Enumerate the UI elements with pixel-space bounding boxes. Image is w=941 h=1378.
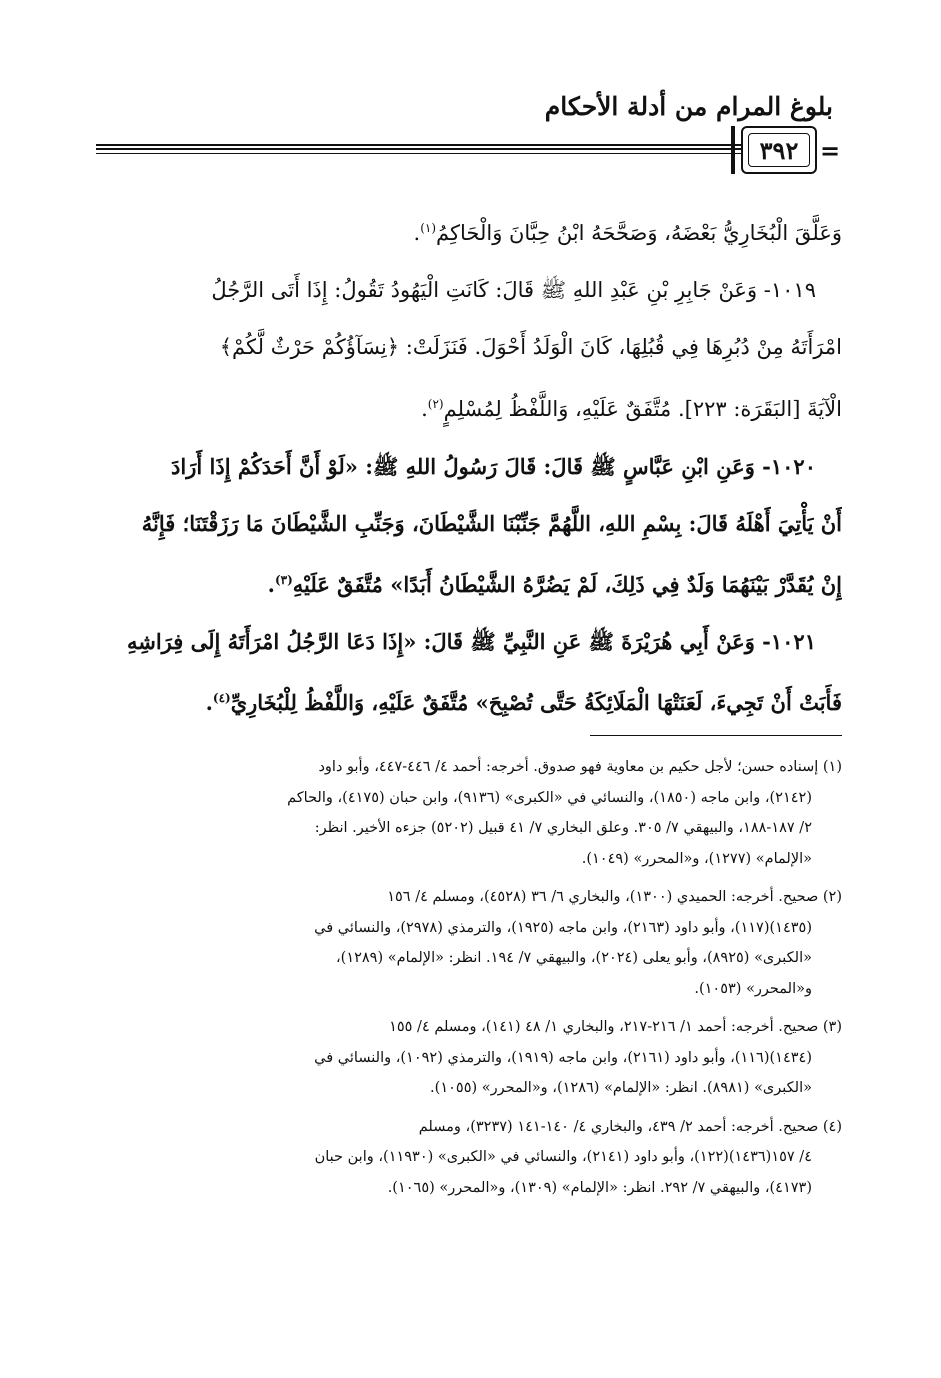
footnote-line: (٢) صحيح. أخرجه: الحميدي (١٣٠٠)، والبخاري ٦/ ٣٦ (٤٥٢٨)، ومسلم ٤/ ١٥٦	[387, 889, 842, 905]
text-line: فَأَبَتْ أَنْ تَجِيءَ، لَعَنَتْهَا الْمَلَائِكَةُ حَتَّى تُصْبِحَ» مُتَّفَقٌ عَلَيْهِ، وَاللَّفْظُ لِلْبُخَارِيِّ$^{(٤)}$.	[205, 690, 842, 715]
footnote-line: «الكبرى» (٨٩٨١). انظر: «الإلمام» (١٢٨٦)، و«المحرر» (١٠٥٥).	[430, 1080, 812, 1096]
footnote-4	[102, 1112, 842, 1204]
header-rule-end	[731, 126, 735, 174]
footnote-line: ٢/ ١٨٧-١٨٨، والبيهقي ٧/ ٣٠٥. وعلق البخاري ٧/ ٤١ قبيل (٥٢٠٢) جزءه الأخير. انظر:	[314, 820, 812, 836]
text-line: الْآيَةَ [البَقَرَة: ٢٢٣]. مُتَّفَقٌ عَلَيْهِ، وَاللَّفْظُ لِمُسْلِمٍ$^{(٢)}$.	[421, 397, 842, 421]
footnote-line: (٣) صحيح. أخرجه: أحمد ١/ ٢١٦-٢١٧، والبخاري ١/ ٤٨ (١٤١)، ومسلم ٤/ ١٥٥	[389, 1019, 842, 1035]
hadith-1021-line: ١٠٢١- وَعَنْ أَبِي هُرَيْرَةَ ﷺ عَنِ النَّبِيِّ ﷺ قَالَ: «إِذَا دَعَا الرَّجُلُ امْرَأَتَهُ إِلَى فِرَاشِهِ	[126, 629, 816, 654]
footnotes	[102, 752, 842, 1211]
footnote-line: (١٤٣٤)(١١٦)، وأبو داود (٢١٦١)، وابن ماجه (١٩١٩)، والترمذي (١٠٩٢)، والنسائي في	[314, 1049, 812, 1066]
page-number-box	[741, 126, 817, 174]
footnote-1	[102, 752, 842, 874]
text-line: وَعَلَّقَ الْبُخَارِيُّ بَعْضَهُ، وَصَحَّحَهُ ابْنُ حِبَّانَ وَالْحَاكِمُ$^{(١)}$.	[413, 221, 842, 245]
hadith-1020-line: ١٠٢٠- وَعَنِ ابْنِ عَبَّاسٍ ﷺ قَالَ: قَالَ رَسُولُ اللهِ ﷺ: «لَوْ أَنَّ أَحَدَكُمْ إِذَا أَرَادَ	[171, 454, 816, 479]
text-line: أَنْ يَأْتِيَ أَهْلَهُ قَالَ: بِسْمِ اللهِ، اللَّهُمَّ جَنِّبْنَا الشَّيْطَانَ، وَجَنِّبِ الشَّيْطَانَ مَا رَزَقْتَنَا؛ فَإِنَّهُ	[141, 511, 842, 536]
footnote-line: (٢١٤٢)، وابن ماجه (١٨٥٠)، والنسائي في «الكبرى» (٩١٣٦)، وابن حبان (٤١٧٥)، والحاكم	[287, 789, 812, 806]
footnote-ref[interactable]: (٤)	[212, 691, 231, 705]
footnote-separator	[590, 735, 842, 736]
footnote-line: (١٤٣٥)(١١٧)، وأبو داود (٢١٦٣)، وابن ماجه (١٩٢٥)، والترمذي (٢٩٧٨)، والنسائي في	[314, 919, 812, 936]
hadith-1019-line: ١٠١٩- وَعَنْ جَابِرِ بْنِ عَبْدِ اللهِ ﷺ قَالَ: كَانَتِ الْيَهُودُ تَقُولُ: إِذَا أَتَى الرَّجُلُ	[211, 278, 816, 302]
footnote-2	[102, 882, 842, 1004]
footnote-3	[102, 1012, 842, 1104]
footnote-ref[interactable]: (٣)	[274, 573, 293, 587]
footnote-line: ٤/ ١٥٧(١٤٣٦)(١٢٢)، وأبو داود (٢١٤١)، والنسائي في «الكبرى» (١١٩٣٠)، وابن حبان	[314, 1149, 812, 1165]
header-rule	[96, 144, 741, 154]
text-line: امْرَأَتَهُ مِنْ دُبُرِهَا فِي قُبُلِهَا، كَانَ الْوَلَدُ أَحْوَلَ. فَنَزَلَتْ: ﴿نِسَآؤُكُمْ حَرْثٌ لَّكُمْ﴾	[219, 335, 842, 359]
footnote-line: (٤١٧٣)، والبيهقي ٧/ ٢٩٢. انظر: «الإلمام» (١٣٠٩)، و«المحرر» (١٠٦٥).	[387, 1179, 812, 1196]
header-end-mark: =	[820, 136, 841, 165]
footnote-line: «الإلمام» (١٢٧٧)، و«المحرر» (١٠٤٩).	[581, 850, 812, 867]
main-text	[102, 200, 842, 731]
footnote-line: (٤) صحيح. أخرجه: أحمد ٢/ ٤٣٩، والبخاري ٤/ ١٤٠-١٤١ (٣٢٣٧)، ومسلم	[418, 1118, 842, 1135]
footnote-line: (١) إسناده حسن؛ لأجل حكيم بن معاوية فهو صدوق. أخرجه: أحمد ٤/ ٤٤٦-٤٤٧، وأبو داود	[318, 759, 842, 775]
footnote-line: «الكبرى» (٨٩٢٥)، وأبو يعلى (٢٠٢٤)، والبيهقي ٧/ ١٩٤. انظر: «الإلمام» (١٢٨٩)،	[335, 950, 812, 966]
page-number: ٣٩٢	[759, 135, 799, 165]
footnote-line: و«المحرر» (١٠٥٣).	[694, 980, 812, 997]
footnote-ref[interactable]: (١)	[420, 221, 437, 235]
footnote-ref[interactable]: (٢)	[427, 397, 444, 411]
book-title: بلوغ المرام من أدلة الأحكام	[544, 92, 833, 121]
text-line: إِنْ يُقَدَّرْ بَيْنَهُمَا وَلَدٌ فِي ذَلِكَ، لَمْ يَضُرَّهُ الشَّيْطَانُ أَبَدًا» مُتَّفَقٌ عَلَيْهِ$^{(٣)}$.	[267, 572, 842, 597]
